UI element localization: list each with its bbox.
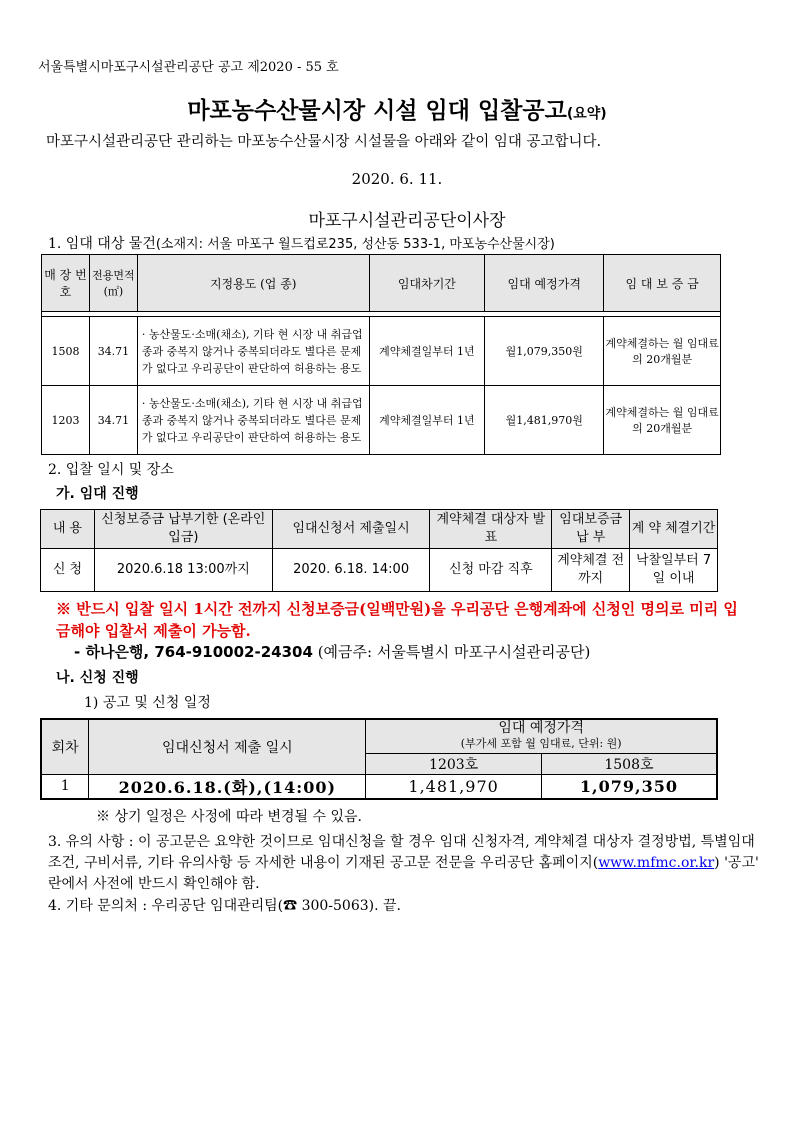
col-area: 전용면적 (㎡) bbox=[89, 255, 137, 312]
period: 계약체결일부터 1년 bbox=[369, 386, 485, 455]
section3-text-after: ) '공고' 란에서 사전에 반드시 확인해야 함. bbox=[48, 855, 759, 892]
table-row bbox=[41, 774, 717, 799]
col-submission-time: 임대신청서 제출일시 bbox=[272, 510, 430, 549]
col-unit-1203: 1203호 bbox=[366, 753, 542, 774]
col-deposit-payment: 임대보증금 납 부 bbox=[552, 510, 630, 549]
price-1203: 1,481,970 bbox=[366, 774, 542, 799]
notice-number: 서울특별시마포구시설관리공단 공고 제2020 - 55 호 bbox=[38, 60, 339, 75]
section1-location: (소재지: 서울 마포구 월드컵로235, 성산동 533-1, 마포농수산물시장) bbox=[155, 237, 555, 252]
homepage-link[interactable]: www.mfmc.or.kr bbox=[598, 855, 715, 871]
period: 계약체결일부터 1년 bbox=[369, 317, 485, 386]
schedule-table bbox=[40, 509, 718, 592]
col-contract-period: 계 약 체결기간 bbox=[630, 510, 718, 549]
col-unit-1508: 1508호 bbox=[541, 753, 717, 774]
col-period: 임대차기간 bbox=[369, 255, 485, 312]
title-main: 마포농수산물시장 시설 임대 입찰공고 bbox=[187, 98, 567, 124]
section2b-heading: 나. 신청 진행 bbox=[56, 670, 139, 686]
section3-notes bbox=[48, 832, 768, 895]
col-price: 임대 예정가격 bbox=[485, 255, 604, 312]
col-submission-date: 임대신청서 제출 일시 bbox=[89, 719, 366, 774]
application-schedule-table bbox=[40, 718, 718, 800]
section4-contact: 4. 기타 문의처 : 우리공단 임대관리팀(☎ 300-5063). 끝. bbox=[48, 898, 401, 914]
document-title bbox=[0, 92, 794, 125]
submission-date: 2020.6.18.(화),(14:00) bbox=[89, 774, 366, 799]
schedule-table-header bbox=[41, 510, 718, 549]
col-deposit: 임 대 보 증 금 bbox=[604, 255, 721, 312]
deposit: 계약체결하는 월 임대료의 20개월분 bbox=[604, 386, 721, 455]
col-estimated-price bbox=[366, 719, 717, 753]
section2a-heading: 가. 임대 진행 bbox=[56, 486, 139, 502]
col-deposit-deadline: 신청보증금 납부기한 (온라인 입금) bbox=[94, 510, 272, 549]
price-1508: 1,079,350 bbox=[541, 774, 717, 799]
cell: 2020.6.18 13:00까지 bbox=[94, 549, 272, 592]
price-header-sub: (부가세 포함 월 임대료, 단위: 원) bbox=[460, 737, 622, 751]
bank-account bbox=[74, 641, 590, 662]
table-row bbox=[42, 386, 721, 455]
price: 월1,079,350원 bbox=[485, 317, 604, 386]
price-header: 임대 예정가격 bbox=[498, 720, 584, 737]
col-unit-no: 매 장 번 호 bbox=[42, 255, 90, 312]
intro-text: 마포구시설관리공단 관리하는 마포농수산물시장 시설물을 아래와 같이 임대 공고합니다. bbox=[46, 134, 602, 150]
property-table-header bbox=[42, 255, 721, 312]
section2b1-heading: 1) 공고 및 신청 일정 bbox=[84, 695, 211, 711]
deposit: 계약체결하는 월 임대료의 20개월분 bbox=[604, 317, 721, 386]
notice-date: 2020. 6. 11. bbox=[351, 170, 443, 188]
table-row bbox=[42, 317, 721, 386]
section2-heading: 2. 입찰 일시 및 장소 bbox=[48, 462, 174, 478]
area: 34.71 bbox=[89, 317, 137, 386]
unit-no: 1203 bbox=[42, 386, 90, 455]
cell: 신청 마감 직후 bbox=[430, 549, 552, 592]
deposit-warning: ※ 반드시 입찰 일시 1시간 전까지 신청보증금(일백만원)을 우리공단 은행계좌에 신청인 명의로 미리 입금해야 입찰서 제출이 가능함. bbox=[56, 600, 738, 640]
section1-title: 1. 임대 대상 물건 bbox=[48, 236, 156, 252]
bank-holder: (예금주: 서울특별시 마포구시설관리공단) bbox=[317, 643, 591, 661]
section3-text: 3. 유의 사항 : 이 공고문은 요약한 것이므로 임대신청을 할 경우 임대 신청자격, 계약체결 대상자 결정방법, 특별임대조건, 구비서류, 기타 유의사항 등 자세한 내용이 기재된 공고문 전문을 우리공단 홈페이지( bbox=[48, 834, 755, 871]
signer: 마포구시설관리공단이사장 bbox=[308, 211, 506, 231]
col-round: 회차 bbox=[41, 719, 89, 774]
area: 34.71 bbox=[89, 386, 137, 455]
table-row bbox=[41, 549, 718, 592]
cell: 낙찰일부터 7일 이내 bbox=[630, 549, 718, 592]
col-usage: 지정용도 (업 종) bbox=[137, 255, 369, 312]
cell: 신 청 bbox=[41, 549, 95, 592]
property-table bbox=[41, 254, 721, 455]
schedule-note: ※ 상기 일정은 사정에 따라 변경될 수 있음. bbox=[96, 809, 362, 825]
bank-number: - 하나은행, 764-910002-24304 bbox=[74, 643, 313, 661]
unit-no: 1508 bbox=[42, 317, 90, 386]
usage: · 농산물도·소매(채소), 기타 현 시장 내 취급업종과 중복지 않거나 중복되더라도 별다른 문제가 없다고 우리공단이 판단하여 허용하는 용도 bbox=[137, 317, 369, 386]
usage: · 농산물도·소매(채소), 기타 현 시장 내 취급업종과 중복지 않거나 중복되더라도 별다른 문제가 없다고 우리공단이 판단하여 허용하는 용도 bbox=[137, 386, 369, 455]
title-suffix: (요약) bbox=[566, 106, 607, 122]
section1-heading bbox=[48, 233, 555, 253]
col-content: 내 용 bbox=[41, 510, 95, 549]
cell: 2020. 6.18. 14:00 bbox=[272, 549, 430, 592]
round: 1 bbox=[41, 774, 89, 799]
col-announcement: 계약체결 대상자 발표 bbox=[430, 510, 552, 549]
cell: 계약체결 전까지 bbox=[552, 549, 630, 592]
price: 월1,481,970원 bbox=[485, 386, 604, 455]
